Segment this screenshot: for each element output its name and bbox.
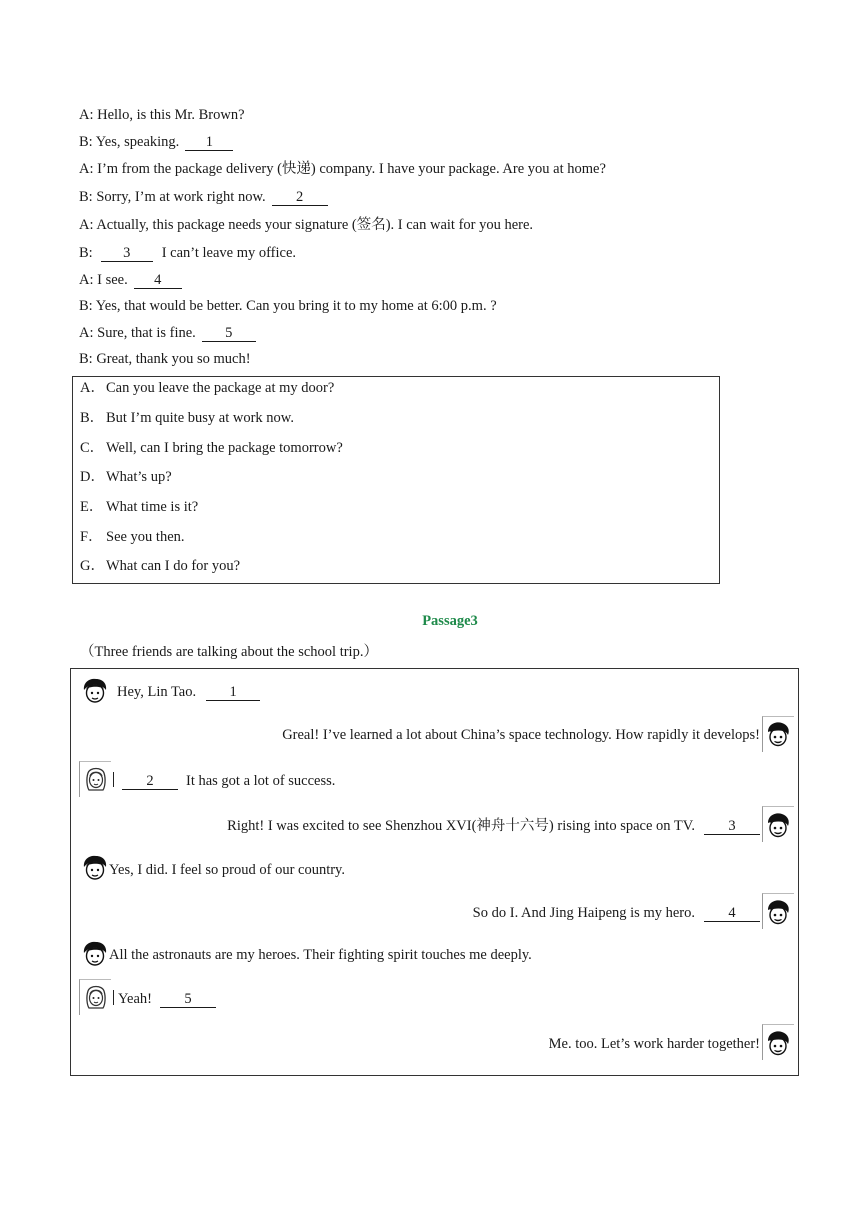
chat-blank-1[interactable]: 1 xyxy=(206,685,260,701)
option-f[interactable]: F． See you then. xyxy=(80,529,185,545)
girl-avatar-icon xyxy=(82,983,110,1011)
chat-message-1: Hey, Lin Tao. 1 xyxy=(117,683,260,701)
passage-intro: （Three friends are talking about the school trip.） xyxy=(80,644,378,660)
blank-1[interactable]: 1 xyxy=(185,135,233,151)
text-cursor xyxy=(113,772,114,787)
lintao-avatar-icon xyxy=(764,720,792,748)
lintao-avatar-icon xyxy=(764,898,792,926)
dialogue-line-7: A: I see. 4 xyxy=(79,271,182,289)
option-c[interactable]: C． Well, can I bring the package tomorrow? xyxy=(80,440,343,456)
dialogue-line-1: A: Hello, is this Mr. Brown? xyxy=(79,107,245,123)
blank-5[interactable]: 5 xyxy=(202,326,256,342)
chat-blank-3[interactable]: 3 xyxy=(704,819,760,835)
option-d[interactable]: D．What’s up? xyxy=(80,469,172,485)
dialogue-line-2: B: Yes, speaking. 1 xyxy=(79,133,233,151)
option-g[interactable]: G．What can I do for you? xyxy=(80,558,241,574)
boy-avatar-icon xyxy=(81,677,109,705)
option-e[interactable]: E． What time is it? xyxy=(80,499,199,515)
passage-title: Passage3 xyxy=(422,613,478,629)
dialogue-line-8: B: Yes, that would be better. Can you bring it to my home at 6:00 p.m. ? xyxy=(79,298,497,314)
chat-box xyxy=(70,668,799,1076)
options-box xyxy=(72,376,720,584)
blank-3[interactable]: 3 xyxy=(101,246,153,262)
chat-blank-5[interactable]: 5 xyxy=(160,992,216,1008)
dialogue-line-4: B: Sorry, I’m at work right now. 2 xyxy=(79,188,328,206)
chat-blank-2[interactable]: 2 xyxy=(122,774,178,790)
lintao-avatar-icon xyxy=(764,1029,792,1057)
chat-message-7: All the astronauts are my heroes. Their fighting spirit touches me deeply. xyxy=(109,947,532,963)
chat-message-9: Me. too. Let’s work harder together! xyxy=(548,1036,760,1052)
blank-4[interactable]: 4 xyxy=(134,273,182,289)
text-cursor xyxy=(113,990,114,1005)
boy-avatar-icon xyxy=(81,940,109,968)
dialogue-line-10: B: Great, thank you so much! xyxy=(79,351,251,367)
dialogue-line-3: A: I’m from the package delivery (快递) company. I have your package. Are you at home? xyxy=(79,161,606,177)
chat-message-4: Right! I was excited to see Shenzhou XVI(神舟十六号) rising into space on TV. 3 xyxy=(227,817,760,835)
chat-message-5: Yes, I did. I feel so proud of our country. xyxy=(109,862,345,878)
dialogue-line-9: A: Sure, that is fine. 5 xyxy=(79,324,256,342)
girl-avatar-icon xyxy=(82,765,110,793)
dialogue-line-6: B: 3 I can’t leave my office. xyxy=(79,245,297,261)
chat-message-3: 2 It has got a lot of success. xyxy=(113,772,335,790)
blank-2[interactable]: 2 xyxy=(272,190,328,206)
chat-message-8: Yeah! 5 xyxy=(113,990,216,1008)
chat-message-6: So do I. And Jing Haipeng is my hero. 4 xyxy=(473,904,760,922)
chat-message-2: Greal! I’ve learned a lot about China’s space technology. How rapidly it develops! xyxy=(282,727,760,743)
dialogue-line-5: A: Actually, this package needs your signature (签名). I can wait for you here. xyxy=(79,217,534,233)
option-b[interactable]: B． But I’m quite busy at work now. xyxy=(80,410,294,426)
option-a[interactable]: A．Can you leave the package at my door? xyxy=(80,380,335,396)
lintao-avatar-icon xyxy=(764,811,792,839)
boy-avatar-icon xyxy=(81,854,109,882)
chat-blank-4[interactable]: 4 xyxy=(704,906,760,922)
